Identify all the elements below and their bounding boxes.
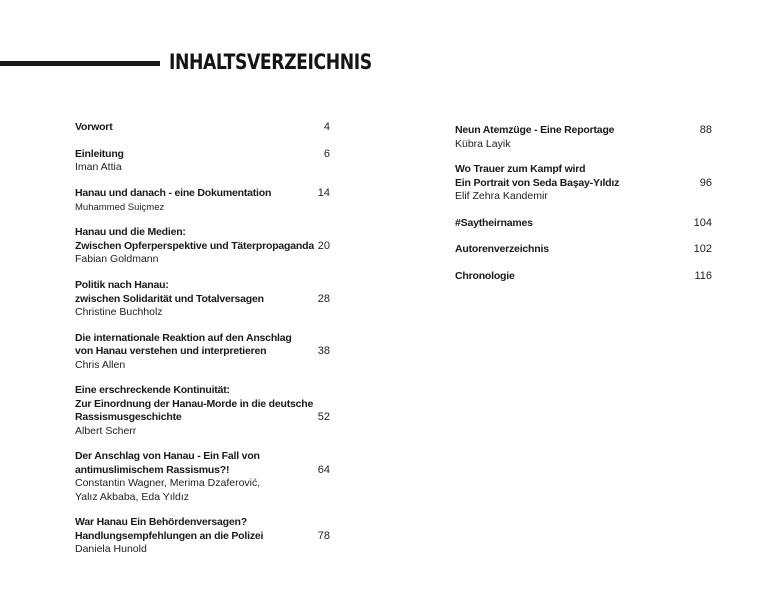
toc-page-number: 116 <box>694 269 712 282</box>
toc-entry-author: Muhammed Suiçmez <box>75 201 165 213</box>
toc-entry[interactable] <box>455 243 712 257</box>
toc-entry-title: Hanau und die Medien: <box>75 226 186 238</box>
toc-entry-author: Christine Buchholz <box>75 306 163 318</box>
toc-entry-title: Einleitung <box>75 147 124 160</box>
toc-page-number: 4 <box>323 121 330 133</box>
toc-entry[interactable] <box>455 270 712 284</box>
toc-entry[interactable] <box>75 226 330 267</box>
toc-entry[interactable] <box>75 148 330 175</box>
toc-entry[interactable] <box>455 124 712 151</box>
toc-page-number: 104 <box>693 216 712 229</box>
toc-entry[interactable] <box>75 187 330 214</box>
toc-entry-title: Eine erschreckende Kontinuität: <box>75 384 230 396</box>
toc-page-number: 78 <box>317 529 330 542</box>
toc-entry[interactable] <box>75 332 330 373</box>
toc-entry-title: antimuslimischem Rassismus?! <box>75 463 230 476</box>
toc-page-number: 6 <box>323 147 330 160</box>
toc-entry[interactable] <box>455 163 712 204</box>
toc-entry-title: Der Anschlag von Hanau - Ein Fall von <box>75 450 260 462</box>
toc-page-number: 20 <box>317 239 330 252</box>
toc-page-number: 52 <box>317 411 330 423</box>
toc-entry[interactable] <box>75 279 330 320</box>
toc-entry-title: Handlungsempfehlungen an die Polizei <box>75 529 264 542</box>
toc-entry-author: Yalız Akbaba, Eda Yıldız <box>75 490 190 503</box>
toc-entry-title: Die internationale Reaktion auf den Anschlag <box>75 331 292 344</box>
toc-entry-author: Chris Allen <box>75 358 126 371</box>
toc-entry-title: War Hanau Ein Behördenversagen? <box>75 516 247 528</box>
toc-entry[interactable] <box>455 217 712 231</box>
toc-right-column <box>455 124 712 283</box>
toc-entry[interactable] <box>75 450 330 504</box>
toc-entry-title: Chronologie <box>455 269 515 282</box>
toc-entry-title: Autorenverzeichnis <box>455 243 549 255</box>
toc-entry-title: Hanau und danach - eine Dokumentation <box>75 187 272 199</box>
toc-entry-author: Kübra Layik <box>455 137 511 150</box>
heading-rule <box>0 61 160 66</box>
toc-page-number: 38 <box>317 345 330 357</box>
toc-entry[interactable] <box>75 516 330 557</box>
toc-entry-title: Politik nach Hanau: <box>75 279 169 291</box>
toc-page-number: 88 <box>699 124 712 136</box>
toc-page-number: 102 <box>693 243 712 255</box>
toc-entry-author: Albert Scherr <box>75 424 137 437</box>
toc-page-number: 96 <box>699 176 712 189</box>
toc-entry-author: Daniela Hunold <box>75 543 147 555</box>
toc-entry-author: Iman Attia <box>75 161 122 173</box>
toc-entry-title: zwischen Solidarität und Totalversagen <box>75 292 264 305</box>
toc-entry-title: Rassismusgeschichte <box>75 411 182 423</box>
toc-entry-title: Vorwort <box>75 121 113 133</box>
toc-entry-title: Zwischen Opferperspektive und Täterpropaganda <box>75 239 314 252</box>
toc-entry-author: Elif Zehra Kandemir <box>455 190 548 202</box>
toc-page-number: 28 <box>317 292 330 305</box>
toc-entry-title: #Saytheirnames <box>455 216 533 229</box>
toc-entry[interactable] <box>75 384 330 438</box>
toc-entry-author: Fabian Goldmann <box>75 253 159 265</box>
toc-page-number: 64 <box>317 463 330 476</box>
toc-entry-title: Wo Trauer zum Kampf wird <box>455 163 586 175</box>
toc-entry-title: Ein Portrait von Seda Başay-Yıldız <box>455 176 620 189</box>
toc-page-number: 14 <box>317 187 330 199</box>
toc-entry-title: Zur Einordnung der Hanau-Morde in die deutsche <box>75 397 314 410</box>
toc-entry-title: Neun Atemzüge - Eine Reportage <box>455 124 615 136</box>
toc-entry-author: Constantin Wagner, Merima Dzaferović, <box>75 477 261 489</box>
toc-entry-title: von Hanau verstehen und interpretieren <box>75 345 267 357</box>
toc-entry[interactable] <box>75 121 330 135</box>
toc-left-column <box>75 121 330 557</box>
page-title: INHALTSVERZEICHNIS <box>169 50 372 74</box>
